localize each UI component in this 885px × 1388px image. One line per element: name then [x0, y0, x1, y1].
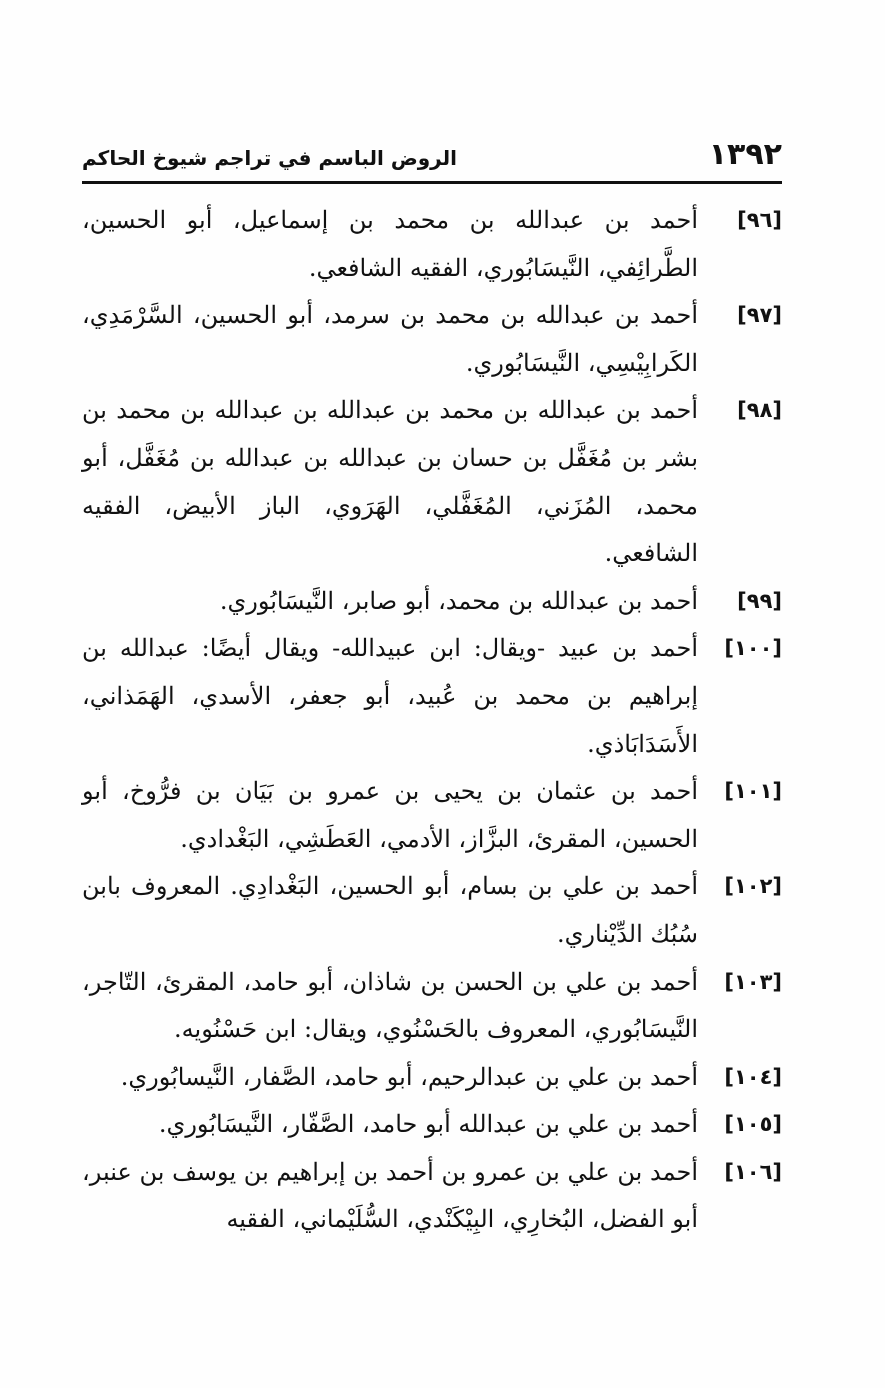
header-rule — [82, 181, 782, 184]
entry-number: [١٠٤] — [724, 1064, 782, 1089]
entry-number: [١٠٣] — [724, 969, 782, 994]
entry-number: [٩٧] — [737, 303, 782, 328]
entry-104 — [82, 1054, 782, 1102]
entry-text: أحمد بن عبدالله بن محمد، أبو صابر، النَّيسَابُوري. — [219, 586, 698, 615]
entry-text: أحمد بن عبدالله بن محمد بن عبدالله بن عبدالله بن محمد بن بشر بن مُغَفَّل بن حسان بن عبدالله بن عبدالله بن مُغَفَّل، أبو محمد، المُزَني، المُغَفَّلي، الهَرَوي، الباز الأبيض، الفقيه الشافعي. — [82, 396, 698, 568]
page-header — [82, 135, 782, 185]
entry-number: [١٠٠] — [724, 636, 782, 661]
entry-text: أحمد بن عبدالله بن محمد بن سرمد، أبو الحسين، السَّرْمَدِي، الكَرابِيْسِي، النَّيسَابُوري. — [82, 301, 699, 377]
entry-99 — [82, 578, 782, 626]
entry-96 — [82, 197, 782, 292]
entry-text: أحمد بن علي بن الحسن بن شاذان، أبو حامد، المقرئ، التّاجر، النَّيسَابُوري، المعروف بالحَسْنُوي، ويقال: ابن حَسْنُويه. — [82, 967, 698, 1044]
entry-number: [١٠١] — [724, 779, 782, 804]
entry-106 — [82, 1149, 782, 1244]
entry-number: [١٠٢] — [724, 874, 782, 899]
page-number: ١٣٩٢ — [708, 137, 782, 172]
entry-102 — [82, 863, 782, 958]
entry-text: أحمد بن علي بن عمرو بن أحمد بن إبراهيم بن يوسف بن عنبر، أبو الفضل، البُخارِي، البِيْكَنْدي، السُّلَيْماني، الفقيه — [82, 1157, 698, 1234]
entry-text: أحمد بن عبيد -ويقال: ابن عبيدالله- ويقال أيضًا: عبدالله بن إبراهيم بن محمد بن عُبيد، أبو جعفر، الأسدي، الهَمَذاني، الأَسَدَابَاذي. — [82, 634, 698, 758]
entry-number: [١٠٥] — [724, 1112, 782, 1137]
entry-100 — [82, 625, 782, 768]
entry-105 — [82, 1101, 782, 1149]
entry-101 — [82, 768, 782, 863]
entry-text: أحمد بن عبدالله بن محمد بن إسماعيل، أبو الحسين، الطَّرائِفي، النَّيسَابُوري، الفقيه الشافعي. — [82, 206, 698, 282]
entry-text: أحمد بن علي بن عبدالرحيم، أبو حامد، الصَّفار، النَّيسابُوري. — [120, 1062, 698, 1091]
entry-number: [١٠٦] — [724, 1159, 782, 1184]
entry-list — [82, 197, 782, 1244]
entry-number: [٩٨] — [737, 398, 782, 423]
running-title: الروض الباسم في تراجم شيوخ الحاكم — [82, 146, 457, 170]
entry-97 — [82, 292, 782, 387]
entry-number: [٩٦] — [737, 208, 782, 232]
entry-text: أحمد بن علي بن بسام، أبو الحسين، البَغْدادِي. المعروف بابن سُبُك الدِّيْناري. — [82, 872, 698, 948]
entry-number: [٩٩] — [737, 588, 782, 613]
entry-98 — [82, 387, 782, 577]
entry-text: أحمد بن علي بن عبدالله أبو حامد، الصَّفّار، النَّيسَابُوري. — [158, 1110, 698, 1139]
entry-text: أحمد بن عثمان بن يحيى بن عمرو بن بَيَان بن فرُّوخ، أبو الحسين، المقرئ، البزَّاز، الأدمي، العَطَشِي، البَغْدادي. — [82, 777, 698, 853]
entry-103 — [82, 959, 782, 1054]
